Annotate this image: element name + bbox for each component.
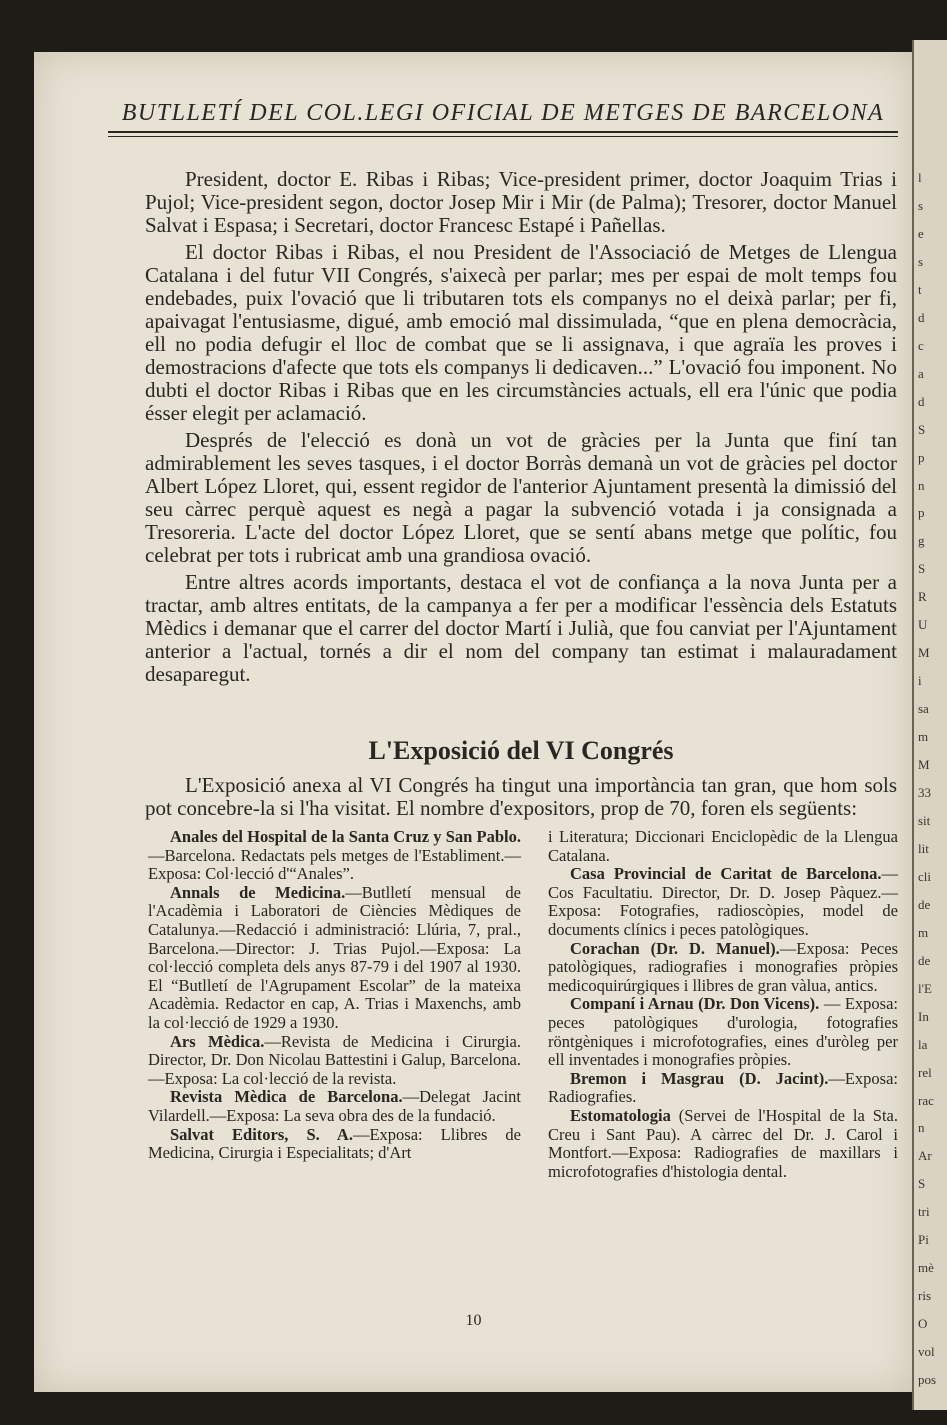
paragraph: Després de l'elecció es donà un vot de gràcies per la Junta que finí tan admirablement les seves tasques, i el doctor Borràs demanà un vot de gràcies pel doctor Albert López Lloret, qui, essent regidor de l'anterior Ajuntament presentà la dimissió del seu càrrec perquè aquest es negà a pagar la subvenció votada i ja consignada a Tresoreria. L'acte del doctor López Lloret, que se sentí abans metge que polític, fou celebrat per tots i rubricat amb una grandiosa ovació. xyxy=(145,428,897,567)
adjacent-page-fragment: O xyxy=(918,1316,928,1332)
list-item xyxy=(148,1126,521,1163)
adjacent-page-fragment: sa xyxy=(918,701,929,717)
section-intro xyxy=(145,774,897,820)
adjacent-page-fragment: S xyxy=(918,561,926,577)
list-item xyxy=(148,828,521,884)
adjacent-page-fragment: d xyxy=(918,393,925,409)
adjacent-page-fragment: l'E xyxy=(918,980,932,996)
adjacent-page-fragment: m xyxy=(918,729,929,745)
adjacent-page-fragment: lit xyxy=(918,840,929,856)
list-item xyxy=(548,1107,898,1181)
adjacent-page-fragment: s xyxy=(918,197,924,213)
adjacent-page-fragment: g xyxy=(918,533,925,549)
adjacent-page-fragment: S xyxy=(918,421,926,437)
list-item xyxy=(148,1033,521,1089)
adjacent-page-fragment: p xyxy=(918,449,925,465)
exhibitor-description: —Exposa: Radiografies. xyxy=(548,1068,898,1107)
adjacent-page-fragment: Pi xyxy=(918,1232,929,1248)
exhibitor-name: Salvat Editors, S. A. xyxy=(170,1124,353,1144)
page-header xyxy=(108,100,898,137)
adjacent-page-fragment: ris xyxy=(918,1288,931,1304)
exhibitor-name: Corachan (Dr. D. Manuel). xyxy=(570,938,780,958)
exhibitor-name: Anales del Hospital de la Santa Cruz y San Pablo. xyxy=(170,827,521,846)
adjacent-page-fragment: e xyxy=(918,225,924,241)
paragraph: President, doctor E. Ribas i Ribas; Vice-president primer, doctor Joaquim Trias i Pujol; Vice-president segon, doctor Josep Mir i Mir (de Palma); Tresorer, doctor Manuel Salvat i Espasa; i Secretari, doctor Francesc Estapé i Pañellas. xyxy=(145,167,897,237)
adjacent-page-fragment: i xyxy=(918,673,922,689)
header-rule-thin xyxy=(108,136,898,137)
exhibitor-name: Revista Mèdica de Barcelona. xyxy=(170,1087,403,1107)
journal-title: BUTLLETÍ DEL COL.LEGI OFICIAL DE METGES DE BARCELONA xyxy=(121,100,885,126)
exhibitor-name: Estomatologia xyxy=(570,1105,671,1125)
adjacent-page-fragment: vol xyxy=(918,1344,935,1360)
adjacent-page-fragment: pos xyxy=(918,1372,937,1388)
exhibitor-name: Casa Provincial de Caritat de Barcelona. xyxy=(570,864,882,884)
list-item xyxy=(548,1070,898,1107)
adjacent-page-fragment: cli xyxy=(918,868,931,884)
adjacent-page-fragment: la xyxy=(918,1036,928,1052)
exhibitor-description: —Exposa: Peces patològiques, radiografies i monografies pròpies medicoquirúrgiques i llibres de gran vàlua, antics. xyxy=(548,938,898,995)
header-rule xyxy=(108,131,898,133)
adjacent-page-fragment: n xyxy=(918,477,925,493)
exhibitor-description: —Barcelona. Redactats pels metges de l'Establiment.—Exposa: Col·lecció d'“Anales”. xyxy=(148,845,521,884)
exhibitor-name: Bremon i Masgrau (D. Jacint). xyxy=(570,1068,829,1088)
adjacent-page-fragment: U xyxy=(918,617,928,633)
exhibitor-description: i Literatura; Diccionari Enciclopèdic de la Llengua Catalana. xyxy=(548,827,898,865)
exhibitor-description: —Cos Facultatiu. Director, Dr. D. Josep Pàquez.—Exposa: Fotografies, radioscòpies, model de documents clínics i peces patològiques. xyxy=(548,864,898,939)
list-item xyxy=(548,995,898,1069)
adjacent-page-fragment: R xyxy=(918,589,927,605)
adjacent-page-fragment: s xyxy=(918,253,924,269)
adjacent-page-fragment: l xyxy=(918,170,922,185)
exhibitor-description: (Servei de l'Hospital de la Sta. Creu i Sant Pau). A càrrec del Dr. J. Carol i Montfort.—Exposa: Radiografies de maxillars i microfotografies d'histologia dental. xyxy=(548,1105,898,1181)
adjacent-page-fragment: rac xyxy=(918,1092,934,1108)
adjacent-page-fragment: mè xyxy=(918,1260,934,1276)
exhibitor-list-right xyxy=(548,828,898,1181)
page-number: 10 xyxy=(465,1312,482,1329)
exhibitor-name: Annals de Medicina. xyxy=(170,882,346,902)
exhibitor-description: —Revista de Medicina i Cirurgia. Director, Dr. Don Nicolau Battestini i Galup, Barcelona.—Exposa: La col·lecció de la revista. xyxy=(148,1031,521,1088)
paragraph: Entre altres acords importants, destaca el vot de confiança a la nova Junta per a tractar, amb altres entitats, de la campanya a fer per a modificar l'essència dels Estatuts Mèdics i demanar que el carrer del doctor Martí i Julià, que fou canviat per l'Ajuntament anterior a l'actual, tornés a dir el nom del company tan estimat i malauradament desaparegut. xyxy=(145,570,897,686)
adjacent-page-fragment: p xyxy=(918,505,925,521)
adjacent-page-fragment: de xyxy=(918,896,931,912)
adjacent-page-fragment: M xyxy=(918,757,930,773)
adjacent-page-edge xyxy=(912,40,947,1410)
adjacent-page-fragment: d xyxy=(918,309,925,325)
exhibitor-name: Ars Mèdica. xyxy=(170,1031,265,1051)
paragraph: El doctor Ribas i Ribas, el nou President de l'Associació de Metges de Llengua Catalana i del futur VII Congrés, s'aixecà per parlar; mes per espai de molt temps fou endebades, puix l'ovació que li tributaren tots els companys no el deixà parlar; per fi, apaivagat l'entusiasme, digué, amb emoció mal dissimulada, “que en plena democràcia, ell no podia defugir el lloc de combat que se li assignava, i que agraïa les proves i demostracions d'afecte que tots els companys li dedicaven...” L'ovació fou imponent. No dubti el doctor Ribas i Ribas que en les circumstàncies actuals, ell era l'únic que podia ésser elegit per aclamació. xyxy=(145,240,897,425)
section-heading: L'Exposició del VI Congrés xyxy=(368,736,674,765)
exhibitor-description: —Exposa: Llibres de Medicina, Cirurgia i Especialitats; d'Art xyxy=(148,1124,522,1163)
intro-paragraph: L'Exposició anexa al VI Congrés ha tingut una importància tan gran, que hom sols pot concebre-la si l'ha visitat. El nombre d'expositors, prop de 70, foren els següents: xyxy=(145,773,897,820)
adjacent-page-fragment: m xyxy=(918,924,929,940)
adjacent-page-fragment: In xyxy=(918,1008,929,1024)
adjacent-page-fragment: c xyxy=(918,337,924,353)
list-item xyxy=(548,940,898,996)
adjacent-page-fragment: t xyxy=(918,281,922,297)
article-body xyxy=(145,168,897,690)
adjacent-page-fragment: n xyxy=(918,1120,925,1136)
list-item xyxy=(148,1088,521,1125)
adjacent-page-fragment: de xyxy=(918,952,931,968)
adjacent-page-fragment: 33 xyxy=(918,785,931,800)
list-item xyxy=(548,865,898,939)
adjacent-page-fragment: sit xyxy=(918,812,931,828)
exhibitor-description: —Delegat Jacint Vilardell.—Exposa: La seva obra des de la fundació. xyxy=(148,1087,521,1125)
list-item xyxy=(148,884,521,1033)
adjacent-page-fragment: Ar xyxy=(918,1148,932,1164)
exhibitor-description: — Exposa: peces patològiques d'urologia, fotografies röntgèniques i microfotografies, eines d'uròleg per ell inventades i monografies pròpies. xyxy=(548,994,898,1070)
exhibitor-list-left xyxy=(148,828,521,1163)
list-item xyxy=(548,828,898,865)
adjacent-page-fragment: S xyxy=(918,1176,926,1192)
adjacent-page-fragment: rel xyxy=(918,1064,932,1080)
exhibitor-description: —Butlletí mensual de l'Acadèmia i Laboratori de Ciències Mèdiques de Catalunya.—Redacció i administració: Llúria, 7, pral., Barcelona.—Director: J. Trias Pujol.—Exposa: La col·lecció completa dels anys 87-79 i del 1907 al 1930. El “Butlletí de l'Agrupament Escolar” de la mateixa Acadèmia. Redactor en cap, A. Trias i Maxenchs, amb la col·lecció de 1929 a 1930. xyxy=(148,882,521,1032)
adjacent-page-fragment: M xyxy=(918,645,930,661)
adjacent-page-fragment: tri xyxy=(918,1204,930,1220)
exhibitor-name: Companí i Arnau (Dr. Don Vicens). xyxy=(570,994,820,1014)
adjacent-page-fragment: a xyxy=(918,365,924,381)
